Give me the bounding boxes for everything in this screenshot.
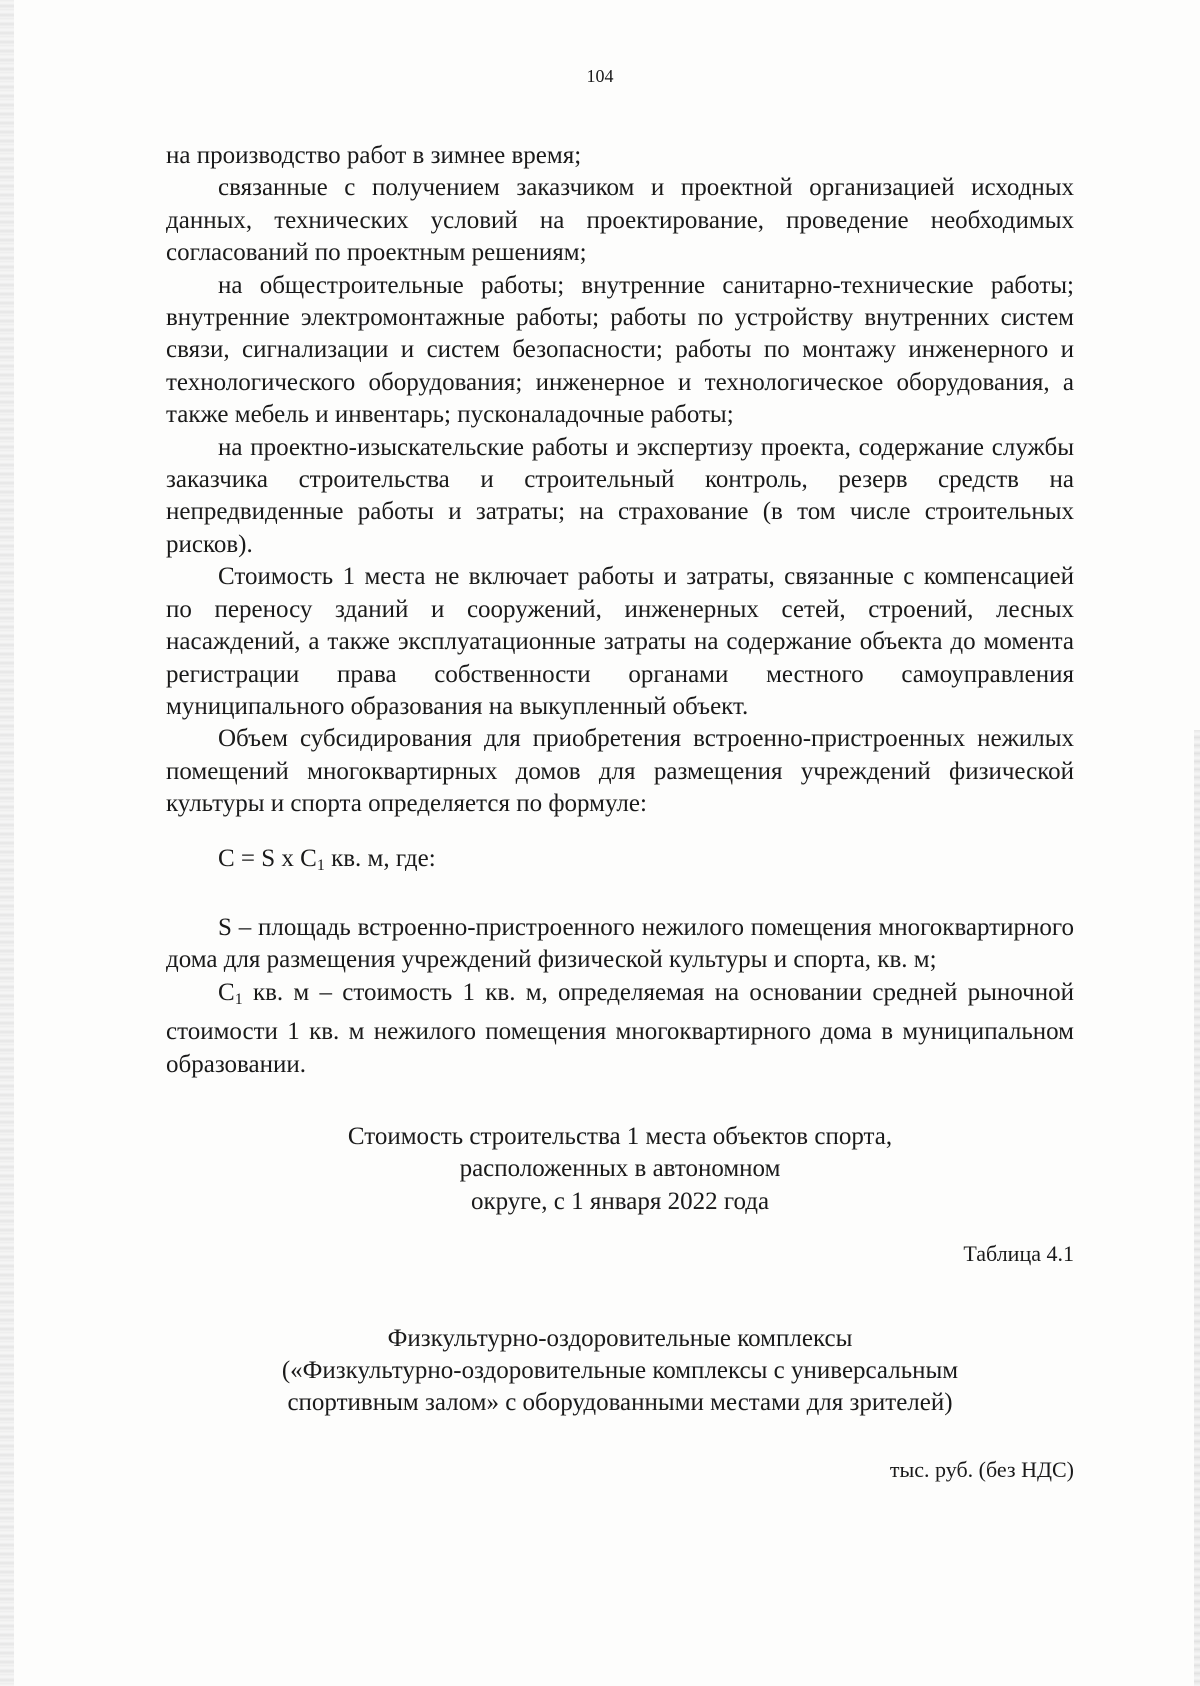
definition-c1-text: кв. м – стоимость 1 кв. м, определяемая на основании средней рыночной стоимости 1 кв. м нежилого помещения многоквартирного дома в муниципальном образовании. (166, 978, 1074, 1078)
paragraph-exclusions: Стоимость 1 места не включает работы и затраты, связанные с компенсацией по переносу зданий и сооружений, инженерных сетей, строений, лесных насаждений, а также эксплуатационные затраты на содержание объекта до момента регистрации права собственности органами местного самоуправления муниципального образования на выкупленный объект. (166, 563, 1074, 720)
units-note: тыс. руб. (без НДС) (889, 1456, 1074, 1482)
cost-heading-line-1: Стоимость строительства 1 места объектов спорта, (347, 1122, 893, 1150)
cost-heading-line-2: расположенных в автономном (459, 1155, 781, 1183)
cost-heading-line-3: округе, с 1 января 2022 года (470, 1187, 770, 1215)
formula-lhs: C = S x C (218, 844, 317, 872)
paragraph-construction-works: на общестроительные работы; внутренние санитарно-технические работы; внутренние электромонтажные работы; работы по устройству внутренних систем связи, сигнализации и систем безопасности; работы по монтажу инженерного и технологического оборудования; инженерное и технологическое оборудования, а также мебель и инвентарь; пусконаладочные работы; (166, 271, 1074, 429)
document-body (166, 140, 1074, 1486)
formula-subscript: 1 (316, 856, 325, 874)
formula-rhs: кв. м, где: (324, 844, 436, 872)
table-label: Таблица 4.1 (963, 1241, 1074, 1267)
definition-c1-symbol: C (218, 978, 235, 1006)
paragraph-initial-data: связанные с получением заказчиком и проектной организацией исходных данных, технических условий на проектирование, проведение необходимых согласований по проектным решениям; (166, 174, 1074, 267)
table-title-line-3: спортивным залом» с оборудованными местами для зрителей) (287, 1389, 953, 1417)
formula (166, 843, 1074, 882)
definition-c1 (166, 977, 1074, 1081)
scan-edge-left (0, 0, 14, 1686)
definition-s: S – площадь встроенно-пристроенного нежилого помещения многоквартирного дома для размещения учреждений физической культуры и спорта, кв. м; (166, 913, 1074, 974)
definition-c1-subscript: 1 (234, 990, 243, 1008)
paragraph-winter-works: на производство работ в зимнее время; (166, 142, 582, 169)
page-number: 104 (586, 66, 614, 86)
paragraph-design-works: на проектно-изыскательские работы и экспертизу проекта, содержание службы заказчика строительства и строительный контроль, резерв средств на непредвиденные работы и затраты; на страхование (в том числе строительных рисков). (166, 433, 1074, 558)
paragraph-subsidy-volume: Объем субсидирования для приобретения встроенно-пристроенных нежилых помещений многоквартирных домов для размещения учреждений физической культуры и спорта определяется по формуле: (166, 725, 1074, 818)
table-title-line-2: («Физкультурно-оздоровительные комплексы с универсальным (281, 1357, 959, 1384)
scan-edge-right (1194, 730, 1200, 1686)
spacer (166, 1081, 1074, 1121)
table-title-line-1: Физкультурно-оздоровительные комплексы (387, 1324, 853, 1352)
